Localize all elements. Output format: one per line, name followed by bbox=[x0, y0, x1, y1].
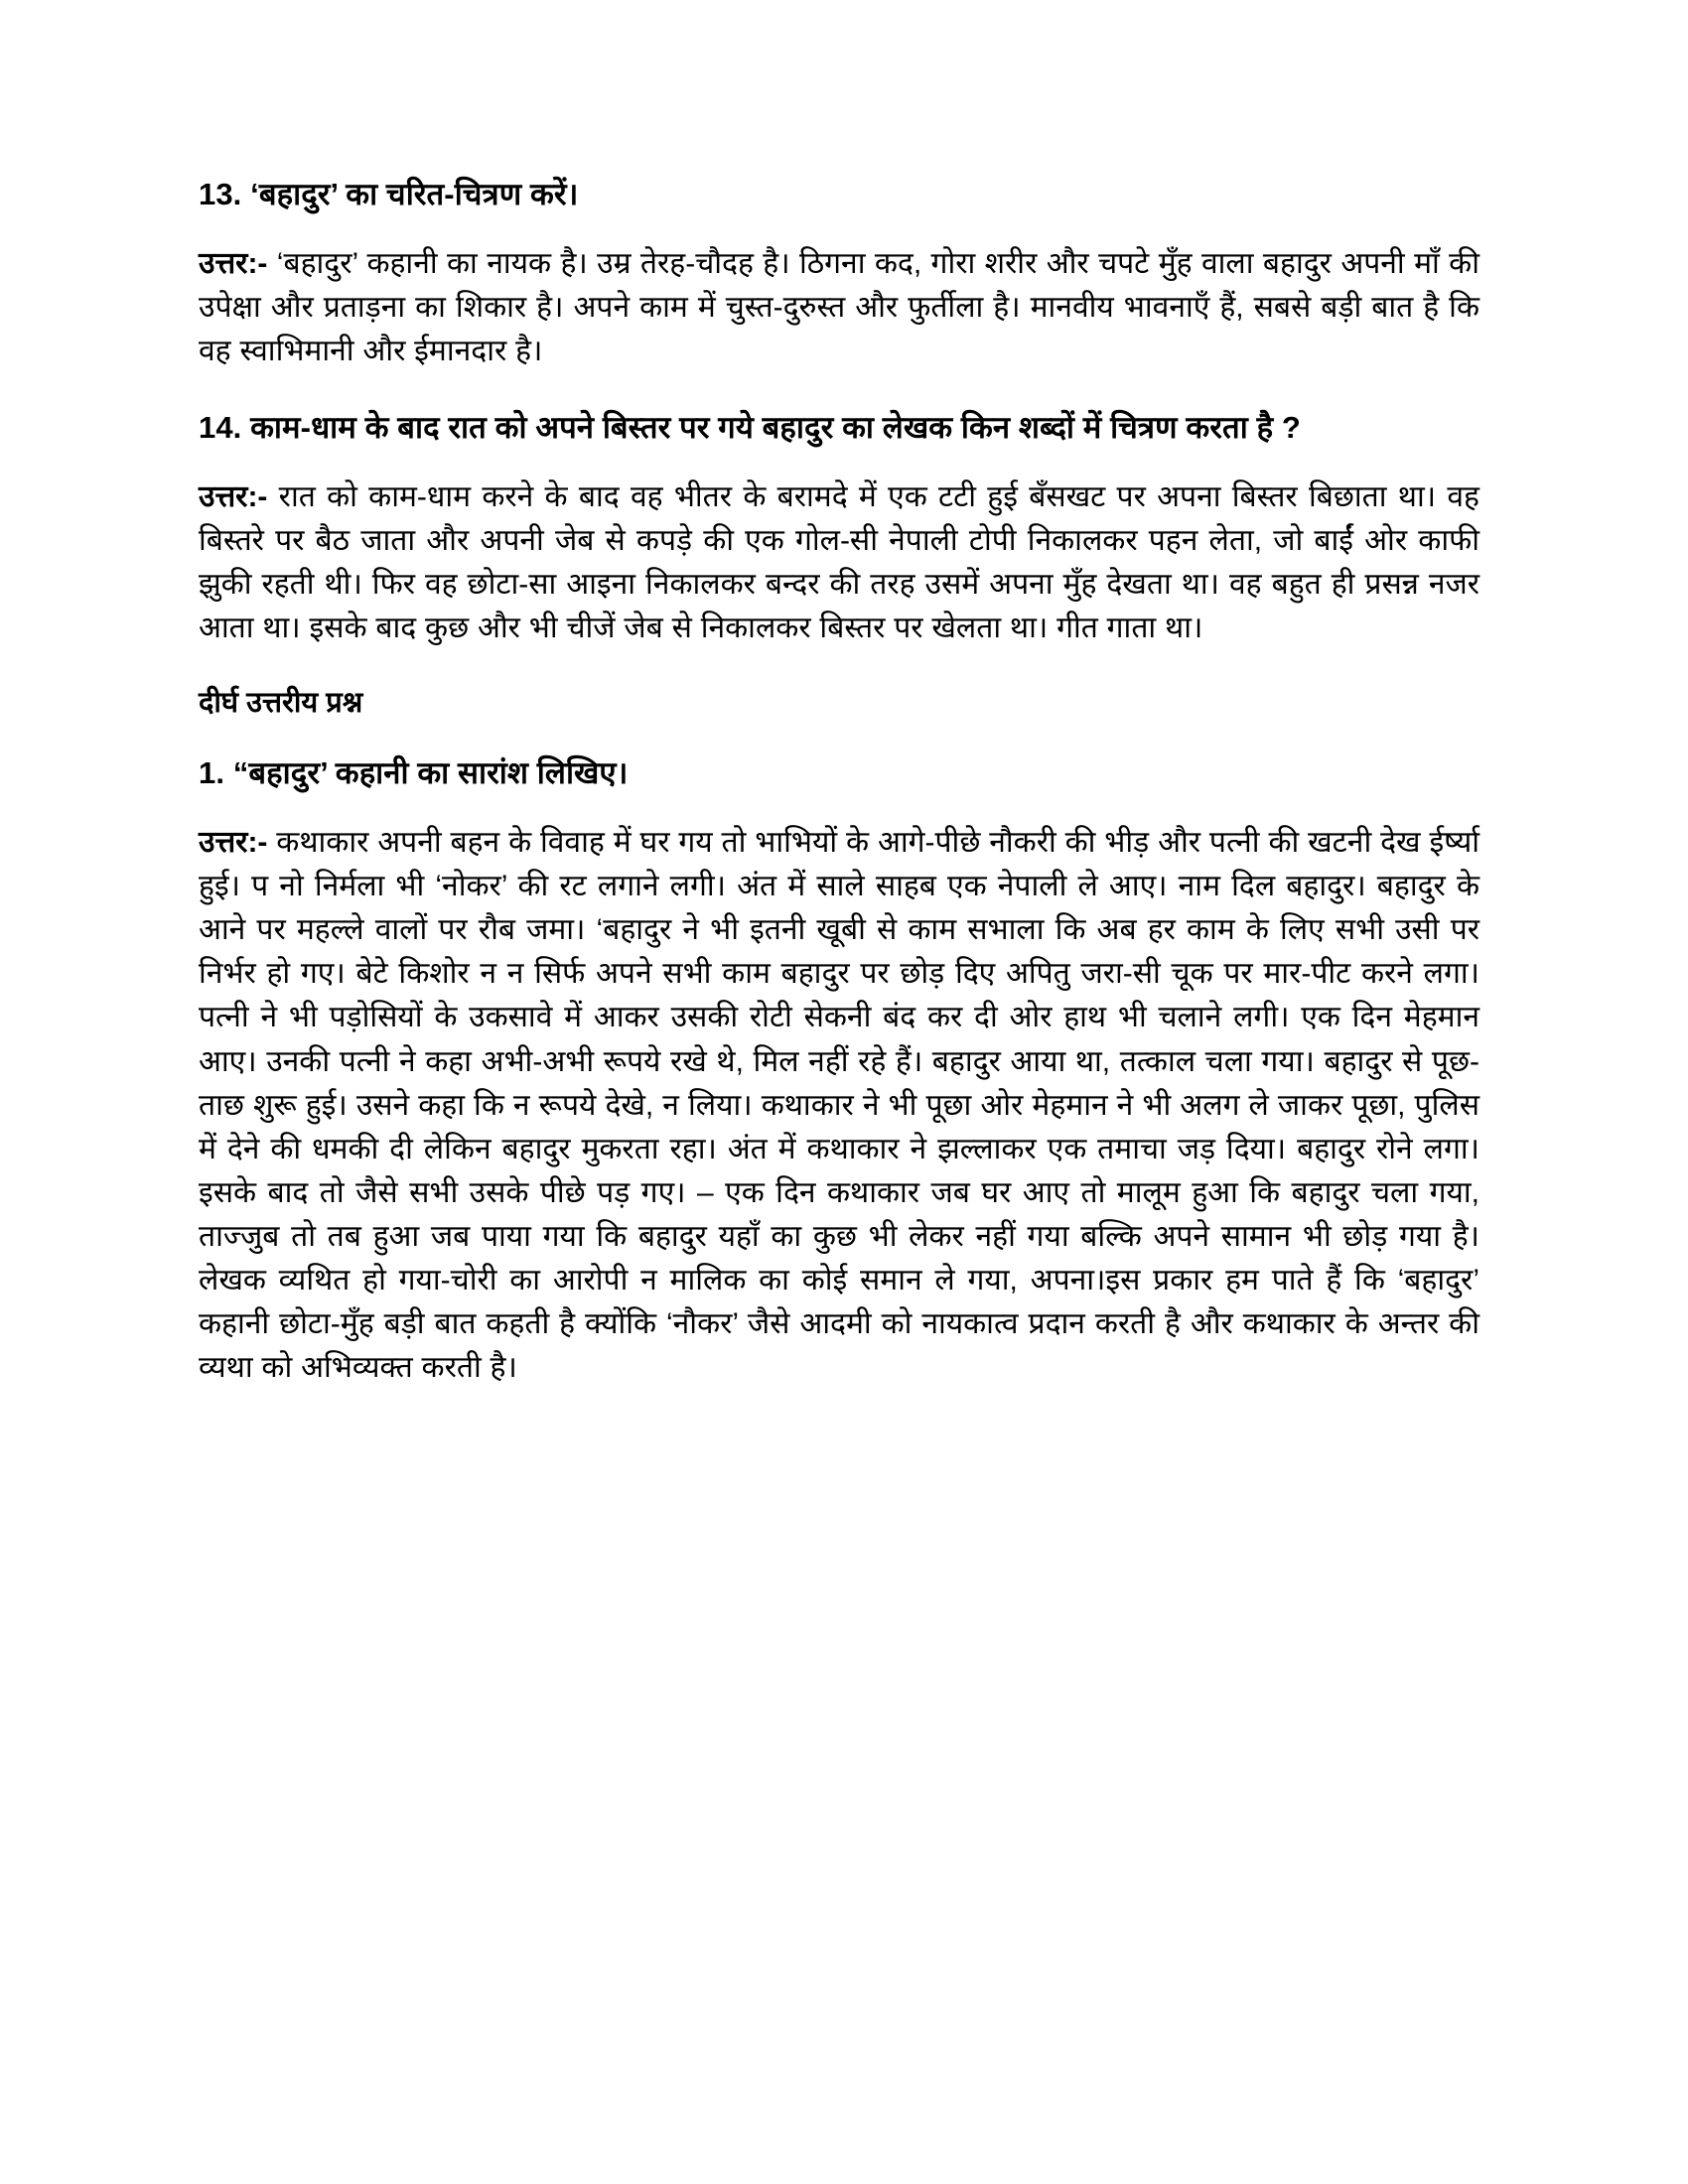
long-answer-section-heading: दीर्घ उत्तरीय प्रश्न bbox=[199, 687, 363, 720]
answer-label: उत्तर:- bbox=[199, 479, 268, 513]
long-question-1-answer bbox=[199, 821, 1479, 1390]
answer-label: उत्तर:- bbox=[199, 826, 268, 860]
question-14-answer bbox=[199, 476, 1479, 650]
answer-body: रात को काम-धाम करने के बाद वह भीतर के बरामदे में एक टटी हुई बँसखट पर अपना बिस्तर बिछाता था। वह बिस्तरे पर बैठ जाता और अपनी जेब से कपड़े की एक गोल-सी नेपाली टोपी निकालकर पहन लेता, जो बाईं ओर काफी झुकी रहती थी। फिर वह छोटा-सा आइना निकालकर बन्दर की तरह उसमें अपना मुँह देखता था। वह बहुत ही प्रसन्न नजर आता था। इसके बाद कुछ और भी चीजें जेब से निकालकर बिस्तर पर खेलता था। गीत गाता था। bbox=[199, 479, 1479, 645]
question-14-heading: 14. काम-धाम के बाद रात को अपने बिस्तर पर गये बहादुर का लेखक किन शब्दों में चित्रण करता है ? bbox=[199, 410, 1301, 446]
question-13-heading: 13. ‘बहादुर’ का चरित-चित्रण करें। bbox=[199, 177, 579, 211]
document-content bbox=[199, 174, 1479, 1390]
question-13-answer bbox=[199, 242, 1479, 373]
answer-body: ‘बहादुर’ कहानी का नायक है। उम्र तेरह-चौदह है। ठिगना कद, गोरा शरीर और चपटे मुँह वाला बहादुर अपनी माँ की उपेक्षा और प्रताड़ना का शिकार है। अपने काम में चुस्त-दुरुस्त और फुर्तीला है। मानवीय भावनाएँ हैं, सबसे बड़ी बात है कि वह स्वाभिमानी और ईमानदार है। bbox=[199, 246, 1479, 367]
answer-label: उत्तर:- bbox=[199, 246, 268, 280]
long-question-1-heading: 1. “बहादुर’ कहानी का सारांश लिखिए। bbox=[199, 755, 629, 791]
answer-body: कथाकार अपनी बहन के विवाह में घर गय तो भाभियों के आगे-पीछे नौकरी की भीड़ और पत्नी की खटनी देख ईर्ष्या हुई। प नो निर्मला भी ‘नोकर’ की रट लगाने लगी। अंत में साले साहब एक नेपाली ले आए। नाम दिल बहादुर। बहादुर के आने पर महल्ले वालों पर रौब जमा। ‘बहादुर ने भी इतनी खूबी से काम सभाला कि अब हर काम के लिए सभी उसी पर निर्भर हो गए। बेटे किशोर न न सिर्फ अपने सभी काम बहादुर पर छोड़ दिए अपितु जरा-सी चूक पर मार-पीट करने लगा। पत्नी ने भी पड़ोसियों के उकसावे में आकर उसकी रोटी सेकनी बंद कर दी ओर हाथ भी चलाने लगी। एक दिन मेहमान आए। उनकी पत्नी ने कहा अभी-अभी रूपये रखे थे, मिल नहीं रहे हैं। बहादुर आया था, तत्काल चला गया। बहादुर से पूछ-ताछ शुरू हुई। उसने कहा कि न रूपये देखे, न लिया। कथाकार ने भी पूछा ओर मेहमान ने भी अलग ले जाकर पूछा, पुलिस में देने की धमकी दी लेकिन बहादुर मुकरता रहा। अंत में कथाकार ने झल्लाकर एक तमाचा जड़ दिया। बहादुर रोने लगा। इसके बाद तो जैसे सभी उसके पीछे पड़ गए। – एक दिन कथाकार जब घर आए तो मालूम हुआ कि बहादुर चला गया, ताज्जुब तो तब हुआ जब पाया गया कि बहादुर यहाँ का कुछ भी लेकर नहीं गया बल्कि अपने सामान भी छोड़ गया है। लेखक व्यथित हो गया-चोरी का आरोपी न मालिक का कोई समान ले गया, अपना।इस प्रकार हम पाते हैं कि ‘बहादुर’ कहानी छोटा-मुँह बड़ी बात कहती है क्योंकि ‘नौकर’ जैसे आदमी को नायकात्व प्रदान करती है और कथाकार के अन्तर की व्यथा को अभिव्यक्त करती है। bbox=[199, 826, 1479, 1385]
